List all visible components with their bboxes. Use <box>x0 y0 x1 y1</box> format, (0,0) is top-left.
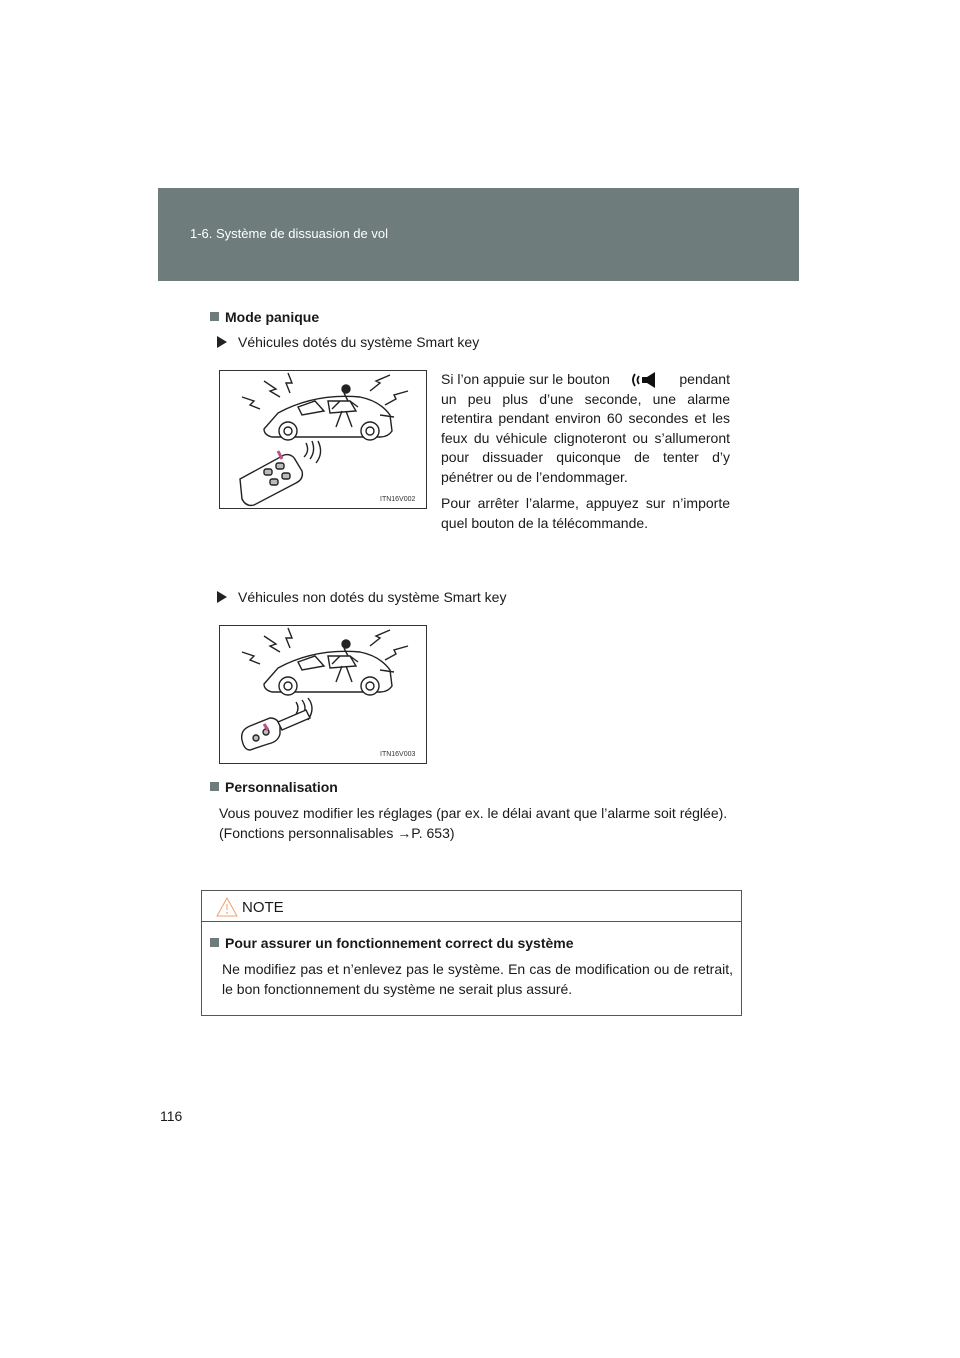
panic-description: Si l’on appuie sur le bouton pendant un peu plus d’une seconde, une alarme retentira pendant environ 60 secondes et les feux du véhicule clignoteront ou s’allumeront pour dissuader quiconque de tenter d’y pénétrer ou de l’endommager. Pour arrêter l’alarme, appuyez sur n’importe quel bouton de la télécommande. <box>441 370 730 533</box>
square-bullet-icon <box>210 938 219 947</box>
section-header <box>158 188 799 281</box>
custom-functions-reference[interactable]: (Fonctions personnalisables →P. 653) <box>219 824 455 841</box>
note-title: NOTE <box>242 899 284 916</box>
figure-code: ITN16V002 <box>380 496 416 503</box>
car-alarm-illustration <box>220 371 426 508</box>
car-alarm-key-illustration <box>220 626 426 763</box>
note-header <box>202 891 741 922</box>
figure-key-panic <box>219 625 427 764</box>
panic-button-icon <box>630 371 660 389</box>
square-bullet-icon <box>210 782 219 791</box>
square-bullet-icon <box>210 312 219 321</box>
personnalisation-heading: Personnalisation <box>210 779 338 795</box>
warning-triangle-icon <box>216 897 238 917</box>
note-text: Ne modifiez pas et n’enlevez pas le système. En cas de modification ou de retrait, le bon fonctionnement du système ne serait plus assuré. <box>222 961 733 997</box>
figure-smart-key-panic <box>219 370 427 509</box>
page-number: 116 <box>160 1108 183 1124</box>
figure-code: ITN16V003 <box>380 751 416 758</box>
no-smart-key-label: Véhicules non dotés du système Smart key <box>217 589 506 605</box>
section-title: 1-6. Système de dissuasion de vol <box>190 226 388 241</box>
stop-alarm-text: Pour arrêter l’alarme, appuyez sur n’importe quel bouton de la télécommande. <box>441 495 730 531</box>
note-box <box>201 890 742 1016</box>
note-subheading: Pour assurer un fonctionnement correct du système <box>210 935 574 951</box>
arrow-bullet-icon <box>217 336 227 348</box>
mode-panique-heading: Mode panique <box>210 309 319 325</box>
personnalisation-text: Vous pouvez modifier les réglages (par ex. le délai avant que l’alarme soit réglée). (Fonctions personnalisables →P. 653) <box>219 804 734 843</box>
smart-key-label: Véhicules dotés du système Smart key <box>217 334 479 350</box>
arrow-bullet-icon <box>217 591 227 603</box>
